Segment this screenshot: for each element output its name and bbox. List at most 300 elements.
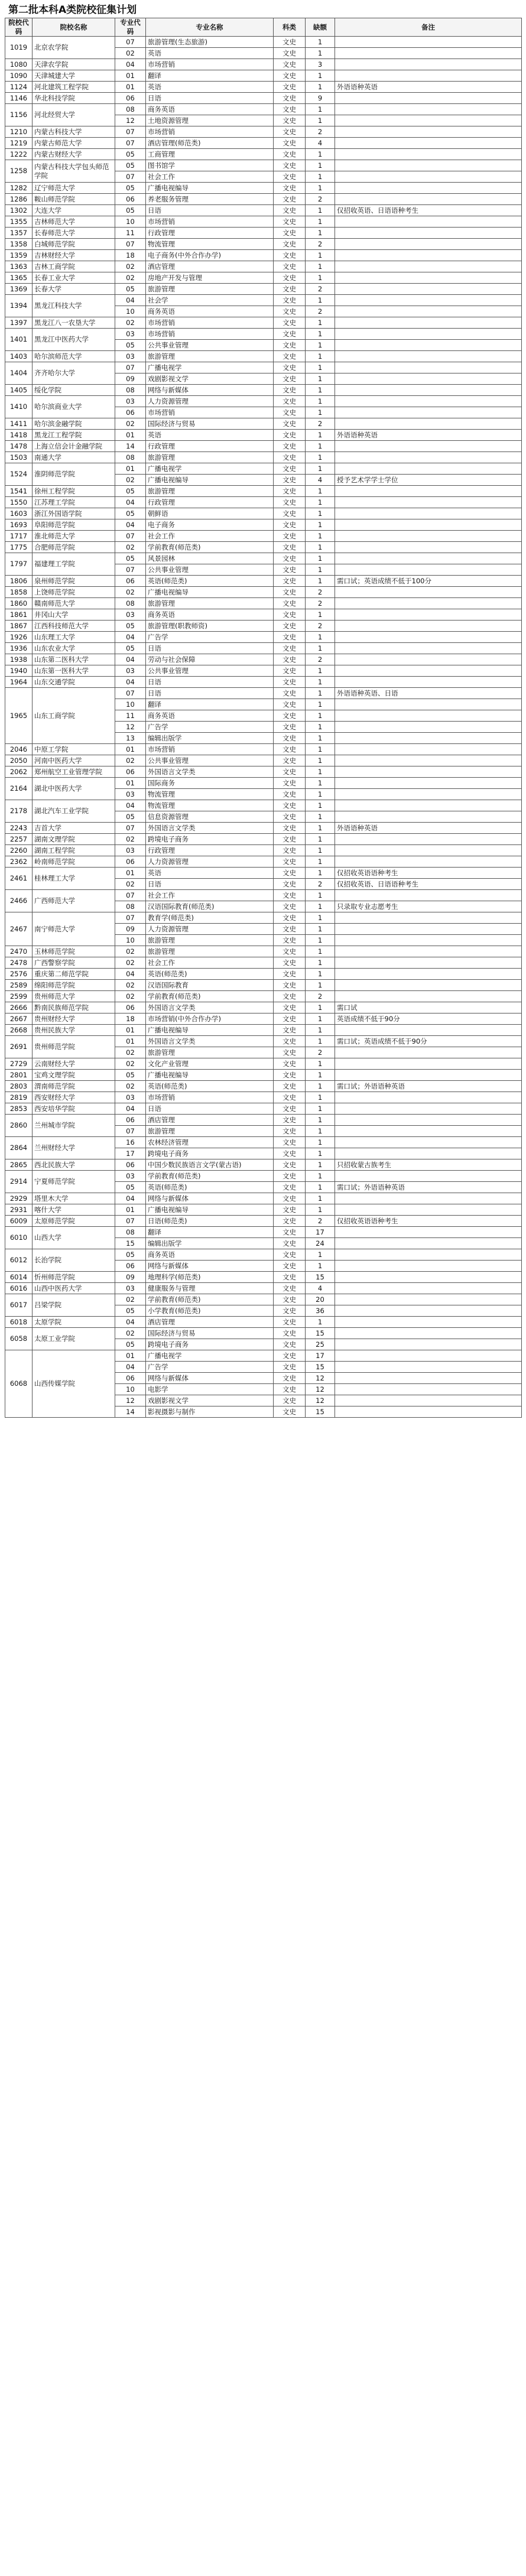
vacancy: 1 [306, 216, 335, 228]
category: 文史 [274, 1025, 306, 1036]
vacancy: 1 [306, 901, 335, 912]
major-name: 商务英语 [146, 710, 274, 722]
vacancy: 1 [306, 845, 335, 856]
table-row [5, 385, 522, 396]
remark [335, 385, 522, 396]
vacancy: 4 [306, 138, 335, 149]
school-code: 1404 [5, 362, 33, 385]
major-name: 跨境电子商务 [146, 834, 274, 845]
vacancy: 2 [306, 587, 335, 598]
table-row [5, 1013, 522, 1025]
school-code: 1550 [5, 497, 33, 508]
major-name: 学前教育(师范类) [146, 1294, 274, 1305]
school-name: 齐齐哈尔大学 [33, 362, 115, 385]
major-code: 09 [115, 1272, 146, 1283]
category: 文史 [274, 744, 306, 755]
major-name: 旅游管理 [146, 284, 274, 295]
school-code: 1080 [5, 59, 33, 70]
vacancy: 4 [306, 1283, 335, 1294]
table-row [5, 643, 522, 654]
major-code: 09 [115, 924, 146, 935]
school-name: 黑龙江科技大学 [33, 295, 115, 317]
school-code: 1302 [5, 205, 33, 216]
vacancy: 1 [306, 407, 335, 418]
major-name: 市场营销 [146, 216, 274, 228]
school-code: 1397 [5, 317, 33, 329]
header-vacancy: 缺额 [306, 18, 335, 37]
table-row [5, 1193, 522, 1204]
major-code: 09 [115, 373, 146, 385]
major-name: 日语 [146, 643, 274, 654]
table-row [5, 1036, 522, 1047]
school-name: 哈尔滨师范大学 [33, 351, 115, 362]
major-code: 07 [115, 688, 146, 699]
major-name: 养老服务管理 [146, 194, 274, 205]
major-code: 07 [115, 138, 146, 149]
major-code: 03 [115, 396, 146, 407]
table-row [5, 1283, 522, 1294]
vacancy: 1 [306, 1081, 335, 1092]
school-name: 吉林财经大学 [33, 250, 115, 261]
table-row [5, 1025, 522, 1036]
remark [335, 497, 522, 508]
major-code: 06 [115, 93, 146, 104]
major-code: 01 [115, 463, 146, 475]
remark [335, 856, 522, 868]
table-row [5, 59, 522, 70]
remark: 仅招收英语、日语语种考生 [335, 879, 522, 890]
school-name: 赣南师范大学 [33, 598, 115, 609]
remark [335, 834, 522, 845]
major-code: 07 [115, 37, 146, 48]
major-code: 17 [115, 1148, 146, 1159]
major-code: 07 [115, 126, 146, 138]
major-name: 国际经济与贸易 [146, 418, 274, 430]
remark [335, 486, 522, 497]
major-code: 02 [115, 317, 146, 329]
document-title: 第二批本科A类院校征集计划 [8, 4, 137, 16]
vacancy: 1 [306, 1204, 335, 1216]
vacancy: 1 [306, 1092, 335, 1103]
major-name: 跨境电子商务 [146, 1339, 274, 1350]
category: 文史 [274, 171, 306, 183]
major-code: 02 [115, 991, 146, 1002]
table-row [5, 856, 522, 868]
category: 文史 [274, 519, 306, 531]
school-code: 1365 [5, 272, 33, 284]
remark [335, 710, 522, 722]
vacancy: 1 [306, 778, 335, 789]
school-name: 郑州航空工业管理学院 [33, 766, 115, 778]
major-name: 国际经济与贸易 [146, 1328, 274, 1339]
remark [335, 609, 522, 621]
category: 文史 [274, 1013, 306, 1025]
category: 文史 [274, 531, 306, 542]
major-name: 市场营销 [146, 317, 274, 329]
category: 文史 [274, 991, 306, 1002]
school-name: 南通大学 [33, 452, 115, 463]
category: 文史 [274, 497, 306, 508]
remark [335, 194, 522, 205]
category: 文史 [274, 385, 306, 396]
category: 文史 [274, 160, 306, 171]
category: 文史 [274, 239, 306, 250]
school-code: 1806 [5, 576, 33, 587]
remark [335, 1204, 522, 1216]
major-code: 05 [115, 1249, 146, 1261]
vacancy: 1 [306, 924, 335, 935]
major-code: 01 [115, 82, 146, 93]
category: 文史 [274, 48, 306, 59]
school-name: 湖南文理学院 [33, 834, 115, 845]
school-name: 华北科技学院 [33, 93, 115, 104]
major-code: 11 [115, 710, 146, 722]
major-code: 02 [115, 980, 146, 991]
major-name: 英语(师范类) [146, 1081, 274, 1092]
major-name: 市场营销 [146, 329, 274, 340]
table-row [5, 621, 522, 632]
category: 文史 [274, 1283, 306, 1294]
category: 文史 [274, 1216, 306, 1227]
remark [335, 160, 522, 171]
school-name: 合肥师范学院 [33, 542, 115, 553]
school-name: 阜阳师范学院 [33, 519, 115, 531]
remark [335, 598, 522, 609]
vacancy: 1 [306, 82, 335, 93]
vacancy: 1 [306, 868, 335, 879]
school-name: 山东第二医科大学 [33, 654, 115, 665]
category: 文史 [274, 295, 306, 306]
remark: 需口试；外语语种英语 [335, 1182, 522, 1193]
category: 文史 [274, 621, 306, 632]
school-code: 6009 [5, 1216, 33, 1227]
table-row [5, 126, 522, 138]
category: 文史 [274, 329, 306, 340]
major-name: 物流管理 [146, 239, 274, 250]
major-code: 05 [115, 160, 146, 171]
major-code: 02 [115, 272, 146, 284]
school-code: 2362 [5, 856, 33, 868]
table-row [5, 576, 522, 587]
category: 文史 [274, 250, 306, 261]
category: 文史 [274, 306, 306, 317]
major-name: 广播电视学 [146, 463, 274, 475]
table-row [5, 362, 522, 373]
school-code: 1478 [5, 441, 33, 452]
school-code: 1503 [5, 452, 33, 463]
major-name: 旅游管理(生态旅游) [146, 37, 274, 48]
school-name: 辽宁师范大学 [33, 183, 115, 194]
school-name: 绥化学院 [33, 385, 115, 396]
vacancy: 1 [306, 564, 335, 576]
category: 文史 [274, 407, 306, 418]
major-code: 04 [115, 632, 146, 643]
major-code: 05 [115, 508, 146, 519]
major-name: 戏剧影视文学 [146, 373, 274, 385]
school-code: 2864 [5, 1137, 33, 1159]
school-code: 1524 [5, 463, 33, 486]
remark [335, 665, 522, 677]
category: 文史 [274, 317, 306, 329]
vacancy: 1 [306, 1126, 335, 1137]
major-code: 10 [115, 306, 146, 317]
major-code: 02 [115, 879, 146, 890]
vacancy: 1 [306, 1025, 335, 1036]
school-code: 1418 [5, 430, 33, 441]
major-code: 06 [115, 576, 146, 587]
major-name: 广播电视编导 [146, 475, 274, 486]
school-name: 长春大学 [33, 284, 115, 295]
major-code: 07 [115, 239, 146, 250]
school-code: 1219 [5, 138, 33, 149]
vacancy: 1 [306, 70, 335, 82]
major-name: 风景园林 [146, 553, 274, 564]
school-name: 广西师范大学 [33, 890, 115, 912]
major-name: 房地产开发与管理 [146, 272, 274, 284]
school-code: 2164 [5, 778, 33, 800]
remark [335, 699, 522, 710]
major-name: 旅游管理 [146, 1047, 274, 1058]
school-name: 重庆第二师范学院 [33, 969, 115, 980]
major-name: 行政管理 [146, 497, 274, 508]
major-code: 08 [115, 385, 146, 396]
major-name: 中国少数民族语言文学(蒙古语) [146, 1159, 274, 1171]
school-name: 贵州师范大学 [33, 991, 115, 1002]
category: 文史 [274, 890, 306, 901]
vacancy: 1 [306, 1261, 335, 1272]
category: 文史 [274, 138, 306, 149]
major-name: 旅游管理 [146, 598, 274, 609]
major-code: 08 [115, 901, 146, 912]
school-name: 天津城建大学 [33, 70, 115, 82]
remark [335, 789, 522, 800]
school-name: 内蒙古财经大学 [33, 149, 115, 160]
vacancy: 1 [306, 1103, 335, 1115]
table-row [5, 823, 522, 834]
major-name: 旅游管理 [146, 1126, 274, 1137]
major-code: 04 [115, 677, 146, 688]
school-code: 2860 [5, 1115, 33, 1137]
major-name: 广播电视编导 [146, 183, 274, 194]
school-code: 2729 [5, 1058, 33, 1070]
major-name: 酒店管理 [146, 261, 274, 272]
vacancy: 1 [306, 576, 335, 587]
school-code: 1394 [5, 295, 33, 317]
category: 文史 [274, 845, 306, 856]
vacancy: 1 [306, 441, 335, 452]
category: 文史 [274, 1002, 306, 1013]
major-name: 电影学 [146, 1384, 274, 1395]
vacancy: 1 [306, 1193, 335, 1204]
major-name: 翻译 [146, 70, 274, 82]
vacancy: 2 [306, 621, 335, 632]
major-name: 公共事业管理 [146, 755, 274, 766]
table-row [5, 284, 522, 295]
major-name: 广播电视学 [146, 1350, 274, 1362]
vacancy: 2 [306, 1216, 335, 1227]
vacancy: 1 [306, 531, 335, 542]
vacancy: 12 [306, 1395, 335, 1406]
header-school-name: 院校名称 [33, 18, 115, 37]
remark [335, 441, 522, 452]
table-row [5, 1137, 522, 1148]
major-name: 市场营销 [146, 59, 274, 70]
table-row [5, 1216, 522, 1227]
table-row [5, 665, 522, 677]
school-name: 喀什大学 [33, 1204, 115, 1216]
category: 文史 [274, 272, 306, 284]
category: 文史 [274, 879, 306, 890]
vacancy: 1 [306, 733, 335, 744]
remark [335, 1025, 522, 1036]
school-name: 中原工学院 [33, 744, 115, 755]
vacancy: 1 [306, 385, 335, 396]
school-code: 6068 [5, 1350, 33, 1418]
table-row [5, 980, 522, 991]
school-name: 兰州财经大学 [33, 1137, 115, 1159]
major-code: 03 [115, 1092, 146, 1103]
vacancy: 1 [306, 1137, 335, 1148]
school-name: 长春工业大学 [33, 272, 115, 284]
category: 文史 [274, 778, 306, 789]
table-row [5, 441, 522, 452]
major-code: 02 [115, 1294, 146, 1305]
school-name: 吉首大学 [33, 823, 115, 834]
remark [335, 272, 522, 284]
table-row [5, 1350, 522, 1362]
major-name: 网络与新媒体 [146, 1261, 274, 1272]
table-row [5, 519, 522, 531]
school-code: 6012 [5, 1249, 33, 1272]
remark [335, 59, 522, 70]
school-code: 2466 [5, 890, 33, 912]
school-code: 1358 [5, 239, 33, 250]
remark [335, 1148, 522, 1159]
major-code: 03 [115, 1283, 146, 1294]
table-row [5, 1081, 522, 1092]
school-code: 1936 [5, 643, 33, 654]
vacancy: 1 [306, 1013, 335, 1025]
table-row [5, 688, 522, 699]
major-code: 01 [115, 868, 146, 879]
vacancy: 1 [306, 48, 335, 59]
category: 文史 [274, 430, 306, 441]
vacancy: 1 [306, 261, 335, 272]
category: 文史 [274, 710, 306, 722]
major-name: 旅游管理 [146, 946, 274, 957]
category: 文史 [274, 362, 306, 373]
school-name: 西安培华学院 [33, 1103, 115, 1115]
vacancy: 1 [306, 37, 335, 48]
category: 文史 [274, 755, 306, 766]
major-name: 社会工作 [146, 531, 274, 542]
category: 文史 [274, 70, 306, 82]
school-code: 2819 [5, 1092, 33, 1103]
school-code: 1403 [5, 351, 33, 362]
remark [335, 1126, 522, 1137]
major-code: 06 [115, 1261, 146, 1272]
table-row [5, 37, 522, 48]
major-name: 日语 [146, 1103, 274, 1115]
school-name: 山西中医药大学 [33, 1283, 115, 1294]
school-code: 2589 [5, 980, 33, 991]
vacancy: 1 [306, 373, 335, 385]
remark [335, 115, 522, 126]
school-name: 宁夏师范学院 [33, 1171, 115, 1193]
remark [335, 1058, 522, 1070]
remark [335, 418, 522, 430]
major-name: 信息资源管理 [146, 811, 274, 823]
vacancy: 1 [306, 272, 335, 284]
major-code: 04 [115, 59, 146, 70]
category: 文史 [274, 508, 306, 519]
category: 文史 [274, 1070, 306, 1081]
major-name: 跨境电子商务 [146, 1148, 274, 1159]
major-code: 16 [115, 1137, 146, 1148]
vacancy: 1 [306, 935, 335, 946]
vacancy: 1 [306, 553, 335, 564]
category: 文史 [274, 868, 306, 879]
category: 文史 [274, 1249, 306, 1261]
table-row [5, 508, 522, 519]
remark [335, 373, 522, 385]
category: 文史 [274, 216, 306, 228]
remark [335, 643, 522, 654]
vacancy: 1 [306, 766, 335, 778]
major-name: 酒店管理(师范类) [146, 138, 274, 149]
major-code: 02 [115, 542, 146, 553]
category: 文史 [274, 800, 306, 811]
major-code: 02 [115, 957, 146, 969]
vacancy: 1 [306, 643, 335, 654]
school-name: 内蒙古科技大学 [33, 126, 115, 138]
remark [335, 1362, 522, 1373]
school-name: 山东交通学院 [33, 677, 115, 688]
vacancy: 1 [306, 104, 335, 115]
school-code: 1090 [5, 70, 33, 82]
remark [335, 70, 522, 82]
remark [335, 553, 522, 564]
school-name: 吉林工商学院 [33, 261, 115, 272]
table-header-row [5, 18, 522, 37]
remark [335, 980, 522, 991]
major-code: 07 [115, 531, 146, 542]
school-code: 1797 [5, 553, 33, 576]
major-code: 02 [115, 1058, 146, 1070]
major-name: 小学教育(师范类) [146, 1305, 274, 1317]
major-name: 广播电视编导 [146, 1070, 274, 1081]
table-row [5, 194, 522, 205]
major-name: 旅游管理 [146, 935, 274, 946]
major-name: 旅游管理 [146, 351, 274, 362]
major-name: 社会工作 [146, 957, 274, 969]
remark [335, 1193, 522, 1204]
school-name: 山东工商学院 [33, 688, 115, 744]
vacancy: 1 [306, 351, 335, 362]
vacancy: 20 [306, 1294, 335, 1305]
remark: 需口试 [335, 1002, 522, 1013]
remark [335, 1305, 522, 1317]
major-code: 11 [115, 228, 146, 239]
vacancy: 1 [306, 755, 335, 766]
category: 文史 [274, 396, 306, 407]
major-code: 10 [115, 1384, 146, 1395]
vacancy: 1 [306, 519, 335, 531]
table-row [5, 160, 522, 171]
school-code: 2599 [5, 991, 33, 1002]
major-name: 英语 [146, 430, 274, 441]
school-code: 6014 [5, 1272, 33, 1283]
